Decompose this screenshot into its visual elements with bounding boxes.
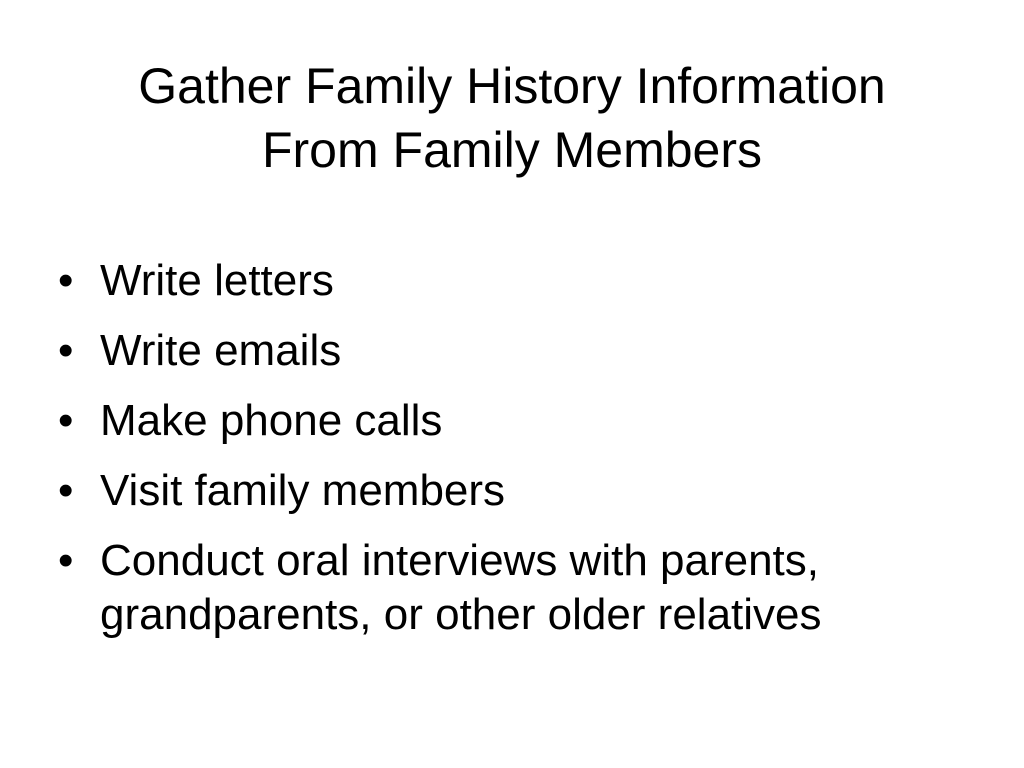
bullet-text: Conduct oral interviews with parents, grandparents, or other older relatives (100, 536, 822, 639)
bullet-dot-icon: • (58, 536, 74, 585)
bullet-text: Make phone calls (100, 396, 443, 445)
bullet-dot-icon: • (58, 326, 74, 375)
bullet-item-phone-calls (56, 394, 996, 448)
bullet-item-oral-interviews (56, 534, 996, 642)
bullet-item-visit (56, 464, 996, 518)
bullet-text: Visit family members (100, 466, 506, 515)
bullet-dot-icon: • (58, 466, 74, 515)
bullet-text: Write letters (100, 256, 334, 305)
bullet-list (56, 254, 996, 642)
bullet-text: Write emails (100, 326, 342, 375)
bullet-dot-icon: • (58, 256, 74, 305)
bullet-dot-icon: • (58, 396, 74, 445)
bullet-item-emails (56, 324, 996, 378)
bullet-item-letters (56, 254, 996, 308)
slide-title: Gather Family History Information From Family Members (138, 58, 886, 178)
